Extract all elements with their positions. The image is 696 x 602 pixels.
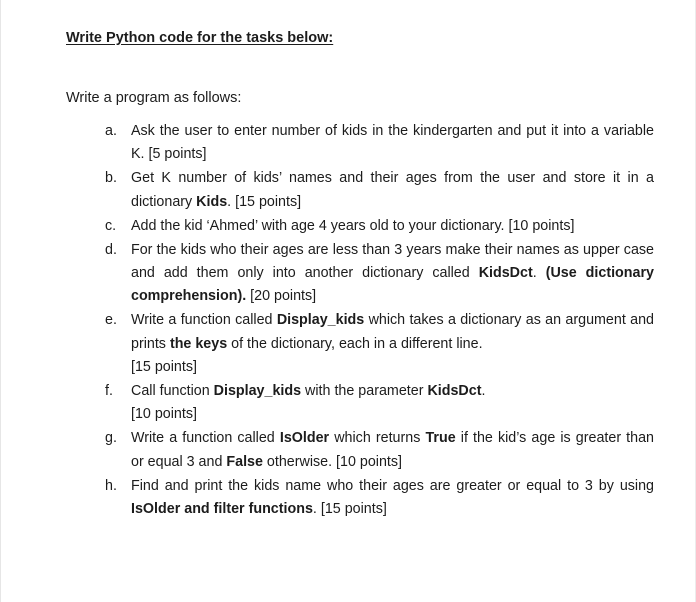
task-item-a (102, 120, 654, 167)
task-text-bold: KidsDct (427, 382, 482, 399)
task-text (131, 120, 654, 167)
task-text (131, 215, 654, 238)
task-text (131, 427, 654, 474)
task-item-b (102, 167, 654, 214)
task-text-bold: Display_kids (276, 312, 365, 329)
task-points: [15 points] (131, 359, 197, 376)
task-letter: d. (105, 241, 117, 258)
task-text-run: if the kid’s age is greater than or equal 3 and (131, 430, 654, 470)
task-text (131, 475, 654, 522)
task-text-run: Write a function called (131, 430, 280, 447)
task-text-run: which returns (329, 430, 426, 447)
task-text-bold: IsOlder (279, 430, 330, 447)
task-text-run: . [15 points] (312, 501, 387, 517)
task-text-bold: the keys (169, 335, 228, 352)
task-text-bold: True (425, 430, 456, 447)
task-item-e (102, 309, 654, 379)
task-letter: h. (105, 477, 117, 494)
task-letter: b. (105, 170, 117, 187)
task-text-bold: KidsDct (478, 264, 533, 281)
task-text-run: For the kids who their ages are less than 3 years make their names as upper case and add them only into another dictionary called (131, 241, 654, 281)
task-text-run: Add the kid ‘Ahmed’ with age 4 years old to your dictionary. [10 points] (131, 217, 575, 234)
task-text-run: [20 points] (246, 288, 317, 305)
task-text-bold: IsOlder and filter functions (131, 501, 313, 517)
task-letter: a. (105, 123, 117, 139)
task-list (102, 120, 654, 522)
task-text-run: which takes a dictionary as an argument and prints (131, 312, 654, 352)
task-text (131, 380, 654, 403)
left-border (0, 0, 1, 602)
task-text-run: . (532, 264, 546, 281)
task-text-bold: Kids (196, 193, 228, 210)
task-text-bold: False (226, 453, 263, 470)
task-letter: e. (105, 312, 117, 329)
task-text-run: Get K number of kids’ names and their ages from the user and store it in a dictionary (131, 170, 654, 210)
task-item-c (102, 215, 654, 238)
task-item-d (102, 239, 654, 309)
task-text-run: of the dictionary, each in a different line. (227, 335, 483, 352)
task-text-run: with the parameter (301, 382, 428, 399)
task-item-f (102, 380, 654, 427)
intro-text: Write a program as follows: (66, 90, 242, 106)
task-text-bold: Display_kids (213, 382, 302, 399)
task-text-run: Write a function called (131, 312, 277, 329)
task-letter: f. (105, 382, 113, 399)
task-text (131, 167, 654, 214)
task-letter: c. (105, 217, 117, 234)
task-item-h (102, 475, 654, 522)
task-text-run: . (481, 382, 486, 399)
task-text (131, 309, 654, 356)
task-points: [10 points] (131, 406, 197, 423)
task-text-run: . [15 points] (227, 193, 302, 210)
task-text-bold: (Use dictionary comprehension). (131, 264, 654, 305)
task-letter: g. (105, 430, 117, 447)
task-item-g (102, 427, 654, 474)
task-text-run: Find and print the kids name who their ages are greater or equal to 3 by using (131, 477, 654, 494)
page-title: Write Python code for the tasks below: (66, 30, 334, 46)
task-text-run: otherwise. [10 points] (262, 453, 403, 470)
task-text-run: Ask the user to enter number of kids in the kindergarten and put it into a variable K. [5 points] (131, 123, 654, 163)
task-text-run: Call function (131, 382, 214, 399)
task-text (131, 239, 654, 309)
